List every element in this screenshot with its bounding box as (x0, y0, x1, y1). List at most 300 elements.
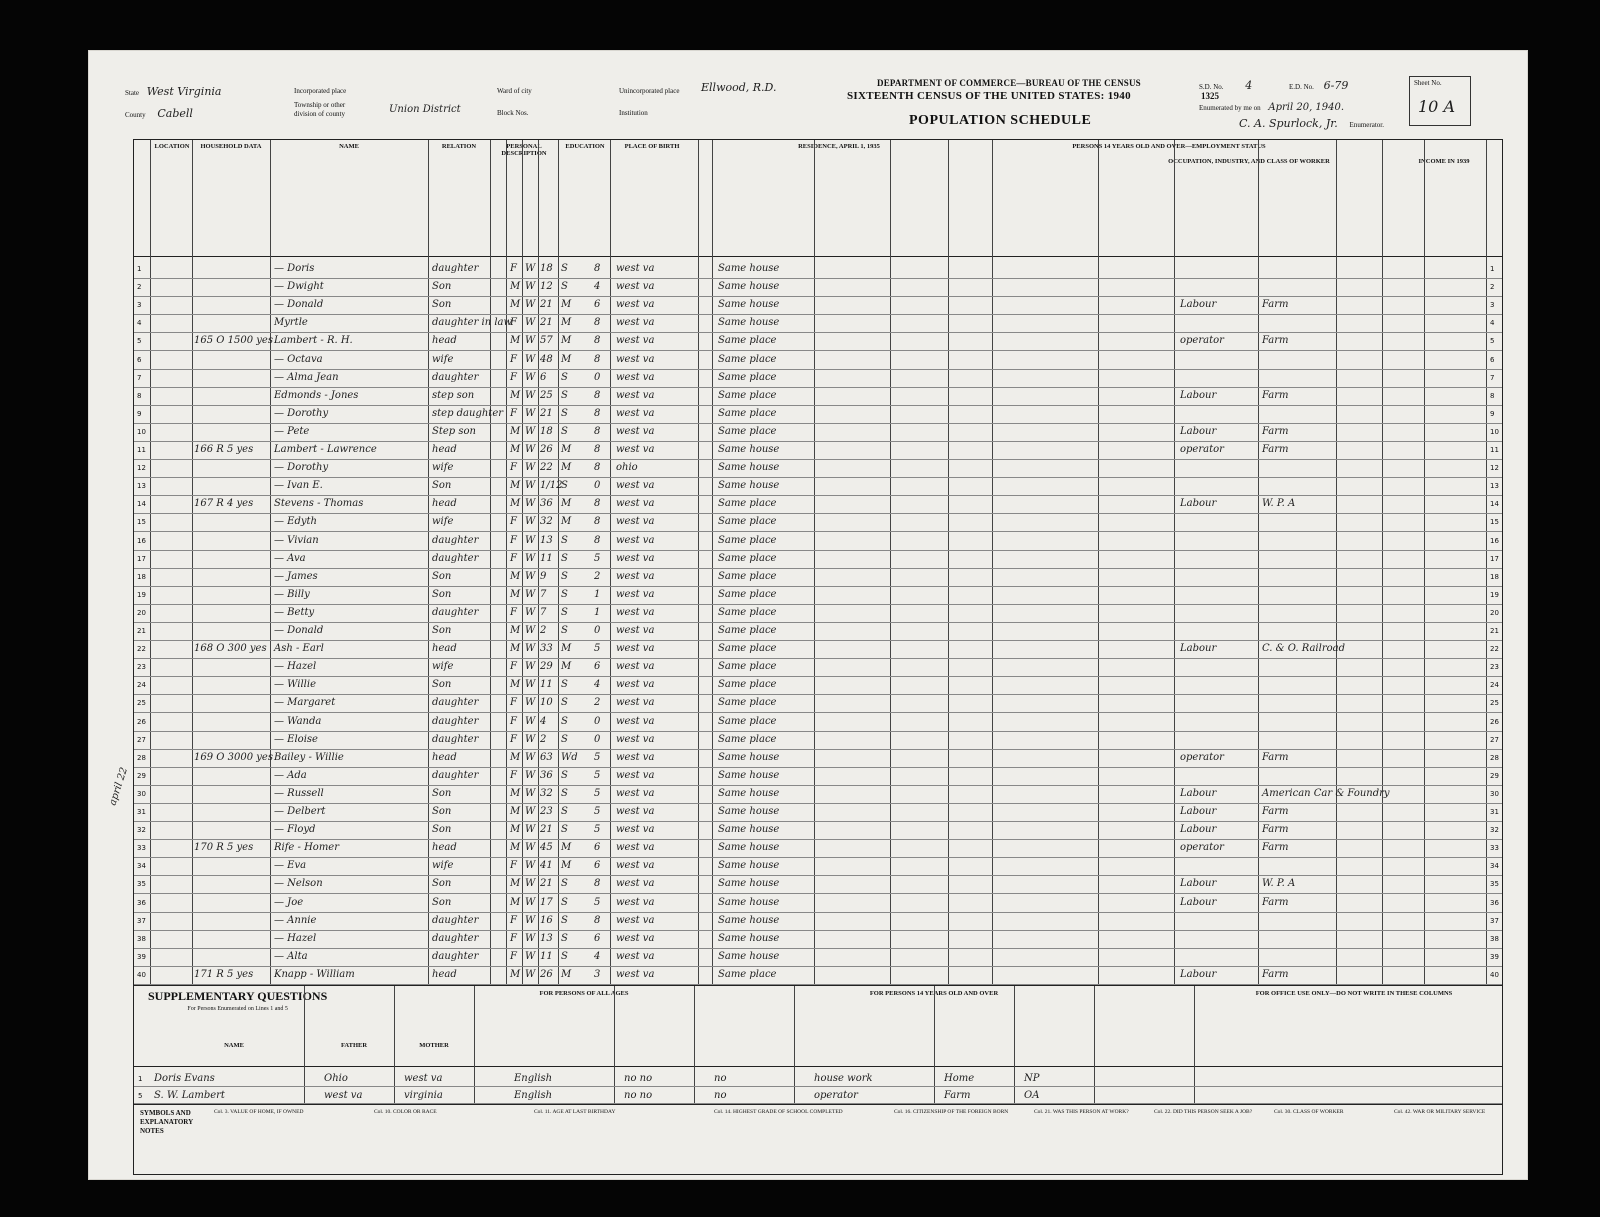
sex: M (510, 968, 521, 980)
line-number-right: 21 (1490, 627, 1499, 635)
line-number: 18 (137, 572, 146, 581)
education-grade: 5 (594, 751, 601, 763)
household-data: 165 O 1500 yes (194, 335, 273, 347)
note-col22: Col. 22. DID THIS PERSON SEEK A JOB? (1154, 1109, 1253, 1115)
race: W (525, 407, 536, 419)
residence-1935: Same house (718, 444, 780, 455)
marital-status: M (561, 516, 572, 528)
marital-status: S (561, 715, 568, 727)
education-grade: 2 (594, 570, 601, 582)
residence-1935: Same place (718, 643, 777, 655)
table-row (134, 930, 1502, 949)
sex: F (510, 715, 517, 727)
birthplace: west va (616, 425, 655, 437)
sex: F (510, 697, 517, 709)
sex: M (510, 806, 521, 817)
sex: F (510, 407, 517, 419)
sex: M (510, 480, 521, 492)
person-name: — Pete (274, 425, 310, 437)
residence-1935: Same house (718, 281, 780, 293)
age: 13 (540, 932, 553, 944)
age: 36 (540, 498, 553, 510)
line-number-right: 15 (1490, 518, 1499, 527)
person-name: — Willie (274, 679, 316, 691)
race: W (525, 299, 536, 311)
line-number: 30 (137, 789, 146, 798)
line-number-right: 12 (1490, 464, 1499, 473)
block-label: Block Nos. (497, 109, 529, 117)
industry: Farm (1262, 842, 1289, 854)
residence-1935: Same house (718, 263, 780, 274)
marital-status: S (561, 552, 568, 564)
line-number-right: 4 (1490, 319, 1495, 328)
table-row (134, 640, 1502, 659)
line-number: 16 (137, 536, 146, 545)
residence-1935: Same house (718, 480, 780, 492)
relation: daughter (432, 371, 479, 383)
line-number-right: 27 (1490, 735, 1499, 744)
residence-1935: Same house (718, 769, 780, 781)
occupation: Labour (1180, 968, 1217, 980)
header-income: INCOME IN 1939 (1418, 158, 1470, 165)
symbols-label: SYMBOLS AND EXPLANATORY NOTES (140, 1109, 193, 1135)
age: 4 (540, 715, 547, 727)
supp-header-father: FATHER (340, 1042, 368, 1049)
race: W (525, 932, 536, 944)
sex: F (510, 661, 517, 673)
table-row (134, 441, 1502, 460)
birthplace: west va (616, 299, 655, 311)
race: W (525, 697, 536, 709)
race: W (525, 425, 536, 437)
sex: M (510, 389, 521, 401)
supp-line-number: 5 (138, 1092, 143, 1100)
race: W (525, 733, 536, 745)
residence-1935: Same place (718, 733, 777, 745)
table-row (134, 912, 1502, 931)
age: 1/12 (540, 480, 563, 492)
line-number: 38 (137, 934, 146, 943)
ward-label: Ward of city (497, 87, 532, 95)
education-grade: 1 (594, 588, 601, 600)
education-grade: 4 (594, 679, 601, 691)
birthplace: west va (616, 842, 655, 854)
line-number-right: 25 (1490, 699, 1499, 708)
relation: Son (432, 570, 452, 582)
residence-1935: Same place (718, 588, 777, 600)
person-name: Lambert - Lawrence (274, 444, 377, 455)
marital-status: M (561, 299, 572, 311)
occupation: Labour (1180, 824, 1217, 836)
relation: Son (432, 625, 452, 636)
supp-usual-occupation: house work (814, 1073, 873, 1084)
marital-status: S (561, 570, 568, 582)
table-row (134, 550, 1502, 569)
supp-class-of-worker: OA (1024, 1090, 1040, 1101)
age: 63 (540, 751, 553, 763)
sex: M (510, 824, 521, 836)
line-number-right: 26 (1490, 717, 1499, 726)
race: W (525, 263, 536, 274)
line-number-right: 30 (1490, 789, 1499, 798)
age: 13 (540, 534, 553, 546)
residence-1935: Same place (718, 353, 777, 365)
race: W (525, 806, 536, 817)
age: 2 (540, 733, 547, 745)
line-number: 26 (137, 717, 146, 726)
residence-1935: Same house (718, 914, 780, 926)
explanatory-notes (133, 1105, 1503, 1175)
township-value: Union District (389, 104, 461, 115)
residence-1935: Same place (718, 407, 777, 419)
supplementary-row (134, 1070, 1502, 1087)
sex: F (510, 516, 517, 528)
supp-line-number: 1 (138, 1075, 143, 1083)
table-row (134, 423, 1502, 442)
marital-status: S (561, 824, 568, 836)
occupation: operator (1180, 335, 1224, 347)
person-name: — Hazel (274, 932, 317, 944)
residence-1935: Same house (718, 950, 780, 962)
line-number-right: 2 (1490, 283, 1495, 292)
line-number-right: 3 (1490, 301, 1495, 310)
residence-1935: Same place (718, 625, 777, 636)
table-row (134, 351, 1502, 370)
marital-status: M (561, 860, 572, 872)
line-number-right: 8 (1490, 391, 1495, 400)
supp-usual-industry: Farm (944, 1090, 971, 1101)
industry: Farm (1262, 299, 1289, 311)
occupation: Labour (1180, 787, 1217, 799)
department-title: DEPARTMENT OF COMMERCE—BUREAU OF THE CENSUS (877, 78, 1141, 88)
line-number-right: 23 (1490, 663, 1499, 672)
line-number-right: 31 (1490, 808, 1499, 816)
line-number: 19 (137, 590, 146, 599)
residence-1935: Same place (718, 570, 777, 582)
education-grade: 8 (594, 353, 601, 365)
person-name: — Vivian (274, 534, 319, 546)
table-row (134, 314, 1502, 333)
age: 41 (540, 860, 553, 872)
line-number-right: 6 (1490, 355, 1495, 364)
age: 29 (540, 661, 553, 673)
education-grade: 8 (594, 335, 601, 347)
person-name: Edmonds - Jones (274, 389, 359, 401)
line-number: 11 (137, 446, 146, 454)
marital-status: M (561, 661, 572, 673)
line-number-right: 9 (1490, 409, 1495, 418)
enumerator: C. A. Spurlock, Jr. Enumerator. (1239, 117, 1384, 130)
race: W (525, 570, 536, 582)
marital-status: S (561, 914, 568, 926)
residence-1935: Same house (718, 842, 780, 854)
age: 32 (540, 787, 553, 799)
table-row (134, 604, 1502, 623)
person-name: — Joe (274, 896, 304, 908)
relation: Son (432, 588, 452, 600)
institution-label: Institution (619, 109, 648, 117)
education-grade: 0 (594, 371, 601, 383)
table-row (134, 296, 1502, 315)
relation: daughter (432, 914, 479, 926)
line-number: 7 (137, 373, 142, 382)
person-name: — Dwight (274, 281, 324, 293)
industry: Farm (1262, 389, 1289, 401)
table-row (134, 369, 1502, 388)
race: W (525, 968, 536, 980)
marital-status: Wd (561, 751, 578, 763)
relation: Son (432, 679, 452, 691)
marital-status: S (561, 281, 568, 293)
marital-status: S (561, 606, 568, 618)
relation: head (432, 335, 457, 347)
supp-usual-industry: Home (944, 1073, 975, 1084)
line-number-right: 35 (1490, 880, 1499, 889)
person-name: — Ada (274, 769, 307, 781)
line-number: 34 (137, 862, 146, 871)
sex: M (510, 625, 521, 636)
sex: M (510, 787, 521, 799)
sex: M (510, 643, 521, 655)
birthplace: west va (616, 281, 655, 293)
table-row (134, 749, 1502, 768)
marital-status: S (561, 425, 568, 437)
education-grade: 4 (594, 281, 601, 293)
industry: W. P. A (1262, 498, 1296, 510)
table-row (134, 875, 1502, 894)
sex: F (510, 860, 517, 872)
ed-number: E.D. No. 6-79 (1289, 79, 1349, 92)
race: W (525, 878, 536, 890)
marital-status: S (561, 534, 568, 546)
education-grade: 5 (594, 896, 601, 908)
race: W (525, 625, 536, 636)
marital-status: S (561, 389, 568, 401)
birthplace: west va (616, 824, 655, 836)
household-data: 166 R 5 yes (194, 444, 254, 455)
residence-1935: Same place (718, 715, 777, 727)
table-row (134, 405, 1502, 424)
line-number-right: 17 (1490, 554, 1499, 563)
sex: M (510, 299, 521, 311)
person-name: — Annie (274, 914, 317, 926)
line-number: 3 (137, 301, 142, 310)
household-data: 170 R 5 yes (194, 842, 254, 854)
household-data: 168 O 300 yes (194, 643, 267, 655)
age: 17 (540, 896, 553, 908)
relation: daughter (432, 769, 479, 781)
birthplace: west va (616, 335, 655, 347)
person-name: Stevens - Thomas (274, 498, 364, 510)
residence-1935: Same house (718, 787, 780, 799)
line-number: 24 (137, 681, 146, 690)
birthplace: west va (616, 534, 655, 546)
margin-annotation: april 22 (107, 766, 131, 807)
line-number: 2 (137, 283, 142, 292)
population-table (133, 139, 1503, 985)
occupation: Labour (1180, 425, 1217, 437)
birthplace: west va (616, 968, 655, 980)
supp-divider (134, 1066, 1502, 1067)
table-row (134, 459, 1502, 478)
age: 21 (540, 317, 553, 329)
line-number-right: 36 (1490, 898, 1499, 907)
header-birth: PLACE OF BIRTH (624, 143, 680, 150)
line-number: 28 (137, 753, 146, 762)
education-grade: 8 (594, 317, 601, 329)
age: 7 (540, 606, 547, 618)
residence-1935: Same place (718, 679, 777, 691)
birthplace: west va (616, 588, 655, 600)
occupation: Labour (1180, 299, 1217, 311)
supp-usual-occupation: operator (814, 1090, 858, 1101)
table-row (134, 966, 1502, 985)
table-row (134, 894, 1502, 913)
line-number: 23 (137, 663, 146, 672)
relation: Son (432, 806, 452, 817)
relation: Son (432, 480, 452, 492)
residence-1935: Same place (718, 534, 777, 546)
age: 11 (540, 552, 553, 564)
person-name: Lambert - R. H. (274, 335, 353, 347)
marital-status: M (561, 317, 572, 329)
birthplace: west va (616, 498, 655, 510)
sex: M (510, 281, 521, 293)
supp-mother-birthplace: virginia (404, 1090, 443, 1101)
line-number: 13 (137, 482, 146, 491)
residence-1935: Same house (718, 299, 780, 311)
occupation: Labour (1180, 806, 1217, 817)
age: 33 (540, 643, 553, 655)
age: 23 (540, 806, 553, 817)
census-sheet (88, 50, 1528, 1180)
supp-social-security: no (714, 1073, 727, 1084)
sd-number: S.D. No. 4 (1199, 79, 1253, 92)
line-number-right: 22 (1490, 645, 1499, 654)
education-grade: 6 (594, 299, 601, 311)
residence-1935: Same place (718, 516, 777, 528)
census-title: SIXTEENTH CENSUS OF THE UNITED STATES: 1940 (847, 90, 1131, 102)
note-col30: Col. 30. CLASS OF WORKER (1274, 1109, 1344, 1115)
note-col21: Col. 21. WAS THIS PERSON AT WORK? (1034, 1109, 1129, 1115)
age: 12 (540, 281, 553, 293)
person-name: — Dorothy (274, 407, 329, 419)
industry: Farm (1262, 751, 1289, 763)
education-grade: 6 (594, 932, 601, 944)
relation: daughter (432, 715, 479, 727)
marital-status: S (561, 806, 568, 817)
education-grade: 8 (594, 407, 601, 419)
supp-header-name: NAME (224, 1042, 244, 1049)
birthplace: west va (616, 661, 655, 673)
supp-header-office: FOR OFFICE USE ONLY—DO NOT WRITE IN THESE COLUMNS (1255, 990, 1453, 997)
birthplace: west va (616, 896, 655, 908)
education-grade: 0 (594, 480, 601, 492)
birthplace: west va (616, 389, 655, 401)
person-name: — James (274, 570, 318, 582)
residence-1935: Same house (718, 806, 780, 817)
table-row (134, 332, 1502, 351)
supp-class-of-worker: NP (1024, 1073, 1040, 1084)
sex: F (510, 950, 517, 962)
sex: F (510, 769, 517, 781)
table-row (134, 821, 1502, 840)
birthplace: west va (616, 263, 655, 274)
race: W (525, 317, 536, 329)
race: W (525, 661, 536, 673)
education-grade: 8 (594, 516, 601, 528)
schedule-title: POPULATION SCHEDULE (909, 113, 1092, 128)
table-row (134, 532, 1502, 551)
person-name: — Billy (274, 588, 310, 600)
relation: wife (432, 353, 454, 365)
line-number: 4 (137, 319, 142, 328)
industry: Farm (1262, 806, 1289, 817)
education-grade: 8 (594, 389, 601, 401)
line-number: 17 (137, 554, 146, 563)
table-row (134, 568, 1502, 587)
birthplace: west va (616, 950, 655, 962)
marital-status: S (561, 371, 568, 383)
birthplace: ohio (616, 462, 638, 474)
industry: Farm (1262, 896, 1289, 908)
birthplace: west va (616, 444, 655, 455)
person-name: — Eloise (274, 733, 318, 745)
industry: W. P. A (1262, 878, 1296, 890)
relation: daughter (432, 606, 479, 618)
table-row (134, 278, 1502, 297)
age: 21 (540, 824, 553, 836)
header-household: HOUSEHOLD DATA (200, 143, 262, 150)
industry: Farm (1262, 335, 1289, 347)
header-location: LOCATION (154, 143, 190, 150)
table-row (134, 694, 1502, 713)
sex: F (510, 914, 517, 926)
education-grade: 6 (594, 661, 601, 673)
birthplace: west va (616, 697, 655, 709)
residence-1935: Same house (718, 860, 780, 872)
marital-status: M (561, 968, 572, 980)
residence-1935: Same place (718, 968, 777, 980)
industry: C. & O. Railroad (1262, 643, 1345, 655)
line-number-right: 28 (1490, 753, 1499, 762)
birthplace: west va (616, 733, 655, 745)
sheet-number-box: Sheet No. 10 A (1409, 76, 1471, 126)
incorporated-place-label: Incorporated place (294, 87, 347, 95)
supp-mother-tongue: English (514, 1090, 553, 1101)
race: W (525, 444, 536, 455)
race: W (525, 914, 536, 926)
sex: F (510, 932, 517, 944)
marital-status: M (561, 643, 572, 655)
marital-status: S (561, 878, 568, 890)
race: W (525, 552, 536, 564)
relation: wife (432, 661, 454, 673)
age: 7 (540, 588, 547, 600)
line-number-right: 1 (1490, 265, 1495, 273)
header-occupation: OCCUPATION, INDUSTRY, AND CLASS OF WORKER (1168, 158, 1330, 165)
sex: F (510, 263, 517, 274)
township-label: Township or other division of county (294, 101, 346, 118)
birthplace: west va (616, 914, 655, 926)
table-row (134, 513, 1502, 532)
relation: daughter (432, 697, 479, 709)
person-name: — Margaret (274, 697, 336, 709)
unincorporated-label: Unincorporated place (619, 87, 680, 95)
table-row (134, 948, 1502, 967)
education-grade: 5 (594, 643, 601, 655)
race: W (525, 751, 536, 763)
